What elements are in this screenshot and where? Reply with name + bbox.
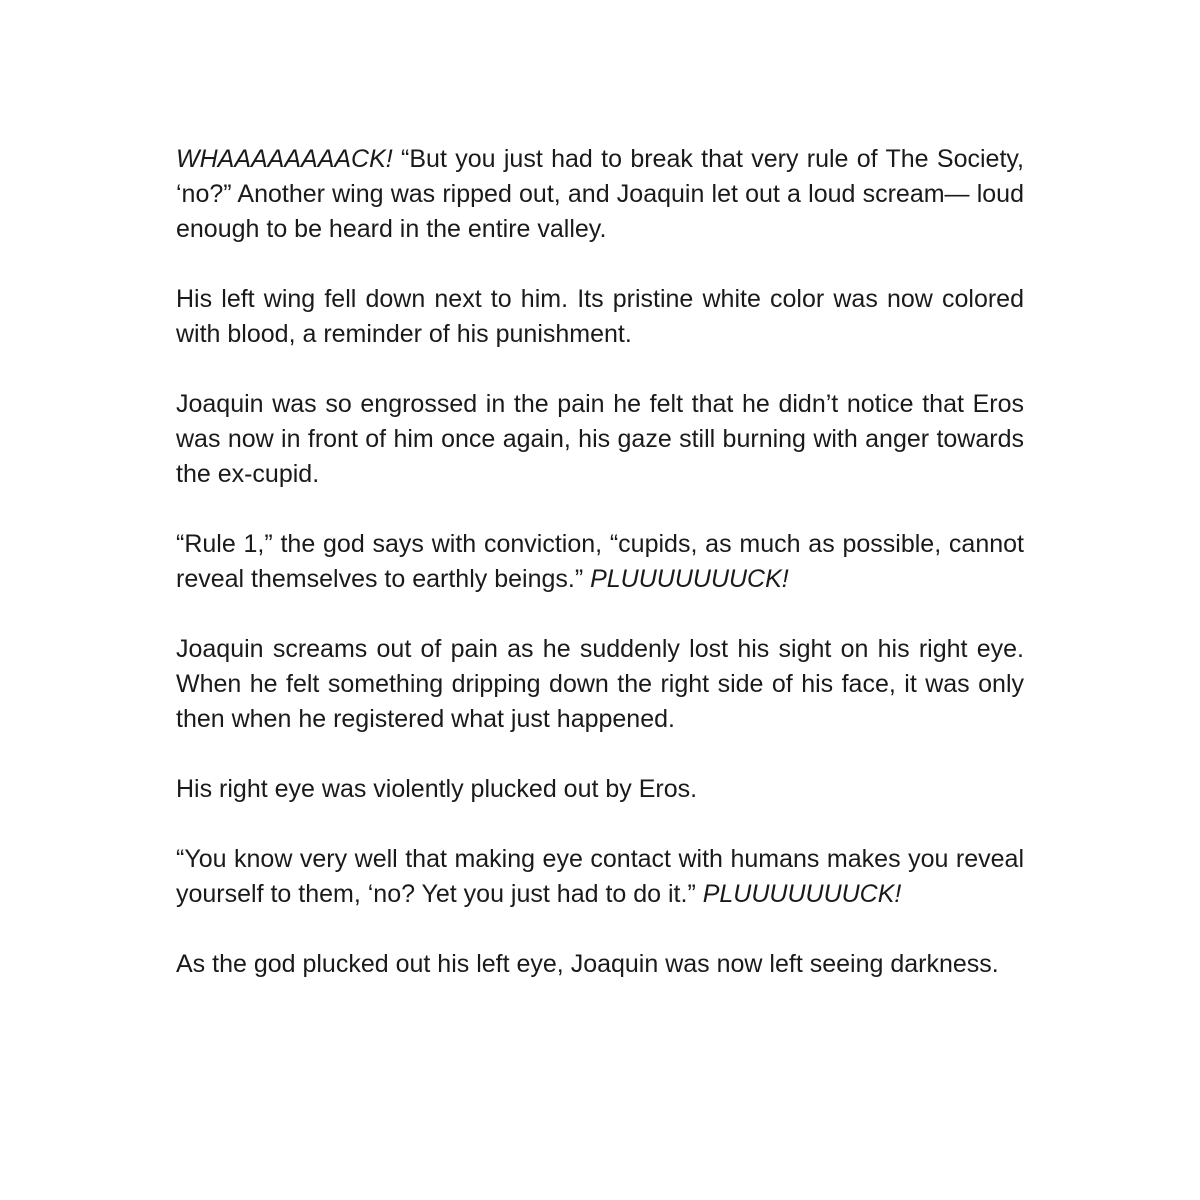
paragraph-text: Joaquin screams out of pain as he suddenly lost his sight on his right eye. When he felt something dripping down the right side of his face, it was only then when he registered what just happened.: [176, 635, 1024, 733]
paragraph-2: [176, 282, 1024, 352]
story-page: [176, 142, 1024, 982]
paragraph-text: “But you just had to break that very rule of The Society, ‘no?” Another wing was ripped out, and Joaquin let out a loud scream— loud enough to be heard in the entire valley.: [176, 145, 1024, 243]
paragraph-3: [176, 387, 1024, 492]
sound-effect: WHAAAAAAAACK!: [176, 145, 393, 173]
paragraph-text: Joaquin was so engrossed in the pain he felt that he didn’t notice that Eros was now in front of him once again, his gaze still burning with anger towards the ex-cupid.: [176, 390, 1024, 488]
paragraph-7: [176, 842, 1024, 912]
paragraph-8: [176, 947, 1024, 982]
paragraph-text: His left wing fell down next to him. Its pristine white color was now colored with blood, a reminder of his punishment.: [176, 285, 1024, 348]
paragraph-5: [176, 632, 1024, 737]
sound-effect: PLUUUUUUUCK!: [590, 565, 789, 593]
paragraph-6: [176, 772, 1024, 807]
paragraph-4: [176, 527, 1024, 597]
paragraph-text: As the god plucked out his left eye, Joaquin was now left seeing darkness.: [176, 950, 999, 978]
paragraph-text: His right eye was violently plucked out by Eros.: [176, 775, 698, 803]
sound-effect: PLUUUUUUUCK!: [702, 880, 902, 908]
paragraph-text: “Rule 1,” the god says with conviction, “cupids, as much as possible, cannot reveal themselves to earthly beings.”: [176, 530, 1024, 593]
paragraph-1: [176, 142, 1024, 247]
paragraph-text: “You know very well that making eye contact with humans makes you reveal yourself to them, ‘no? Yet you just had to do it.”: [176, 845, 1024, 908]
